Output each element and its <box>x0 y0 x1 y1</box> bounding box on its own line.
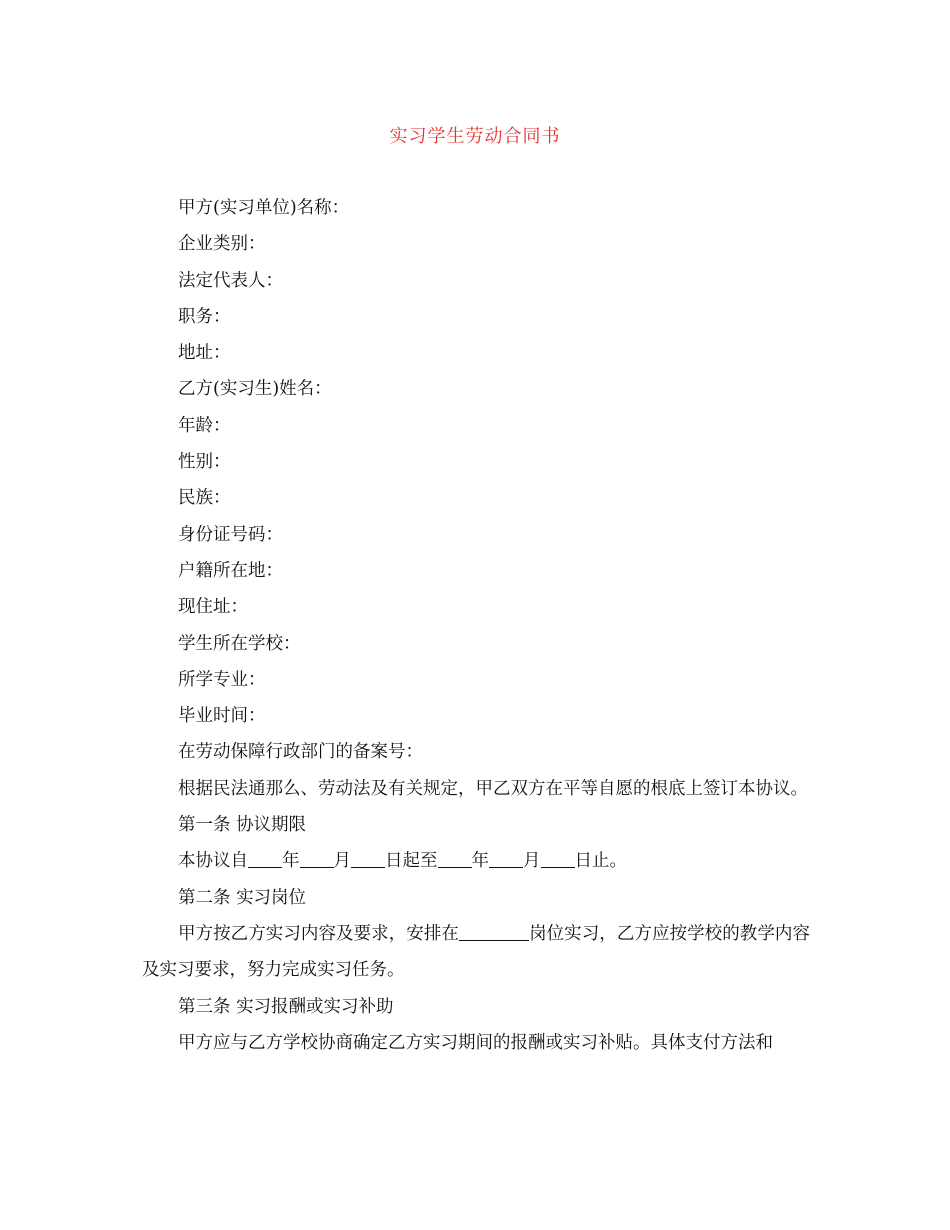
field-age: 年龄： <box>178 415 231 436</box>
text-segment: 岗位实习，乙方应按学校的教学内容及实习要求，努力完成实习任务。 <box>142 923 810 981</box>
text-segment: 月 <box>523 851 541 872</box>
field-position: 职务： <box>178 306 231 327</box>
text-segment: 年 <box>471 851 489 872</box>
document-title: 实习学生劳动合同书 <box>389 126 561 147</box>
field-party-a-name: 甲方(实习单位)名称： <box>178 198 350 218</box>
field-party-b-name: 乙方(实习生)姓名： <box>178 379 332 400</box>
article-2-text <box>142 916 810 989</box>
field-filing-number: 在劳动保障行政部门的备案号： <box>178 742 423 763</box>
article-3-text: 甲方应与乙方学校协商确定乙方实习期间的报酬或实习补贴。具体支付方法和 <box>178 1032 773 1053</box>
field-major: 所学专业： <box>178 669 266 690</box>
field-current-address: 现住址： <box>178 597 248 618</box>
document-body <box>142 190 810 1061</box>
field-legal-representative: 法定代表人： <box>178 270 283 291</box>
blank-start-year <box>248 849 282 868</box>
text-segment: 年 <box>282 851 300 872</box>
article-1-heading: 第一条 协议期限 <box>178 815 307 836</box>
blank-start-day <box>351 849 385 868</box>
text-segment: 日止。 <box>574 851 627 872</box>
field-gender: 性别： <box>178 452 231 473</box>
text-segment: 日起至 <box>385 851 438 872</box>
text-segment: 本协议自 <box>178 851 248 872</box>
field-ethnicity: 民族： <box>178 488 231 509</box>
blank-end-month <box>489 849 523 868</box>
field-school: 学生所在学校： <box>178 633 301 654</box>
text-segment: 甲方按乙方实习内容及要求，安排在 <box>178 923 459 944</box>
article-2-heading: 第二条 实习岗位 <box>178 887 307 908</box>
text-segment: 月 <box>333 851 351 872</box>
intro-paragraph: 根据民法通那么、劳动法及有关规定，甲乙双方在平等自愿的根底上签订本协议。 <box>178 778 808 799</box>
blank-post <box>459 922 529 941</box>
field-graduation-time: 毕业时间： <box>178 706 266 727</box>
blank-end-year <box>438 849 472 868</box>
field-enterprise-type: 企业类别： <box>178 234 266 255</box>
field-household-registration: 户籍所在地： <box>178 560 283 581</box>
blank-end-day <box>541 849 575 868</box>
field-address: 地址： <box>178 343 231 364</box>
article-3-heading: 第三条 实习报酬或实习补助 <box>178 996 394 1017</box>
blank-start-month <box>300 849 334 868</box>
article-1-text <box>142 843 810 879</box>
field-id-number: 身份证号码： <box>178 524 283 545</box>
